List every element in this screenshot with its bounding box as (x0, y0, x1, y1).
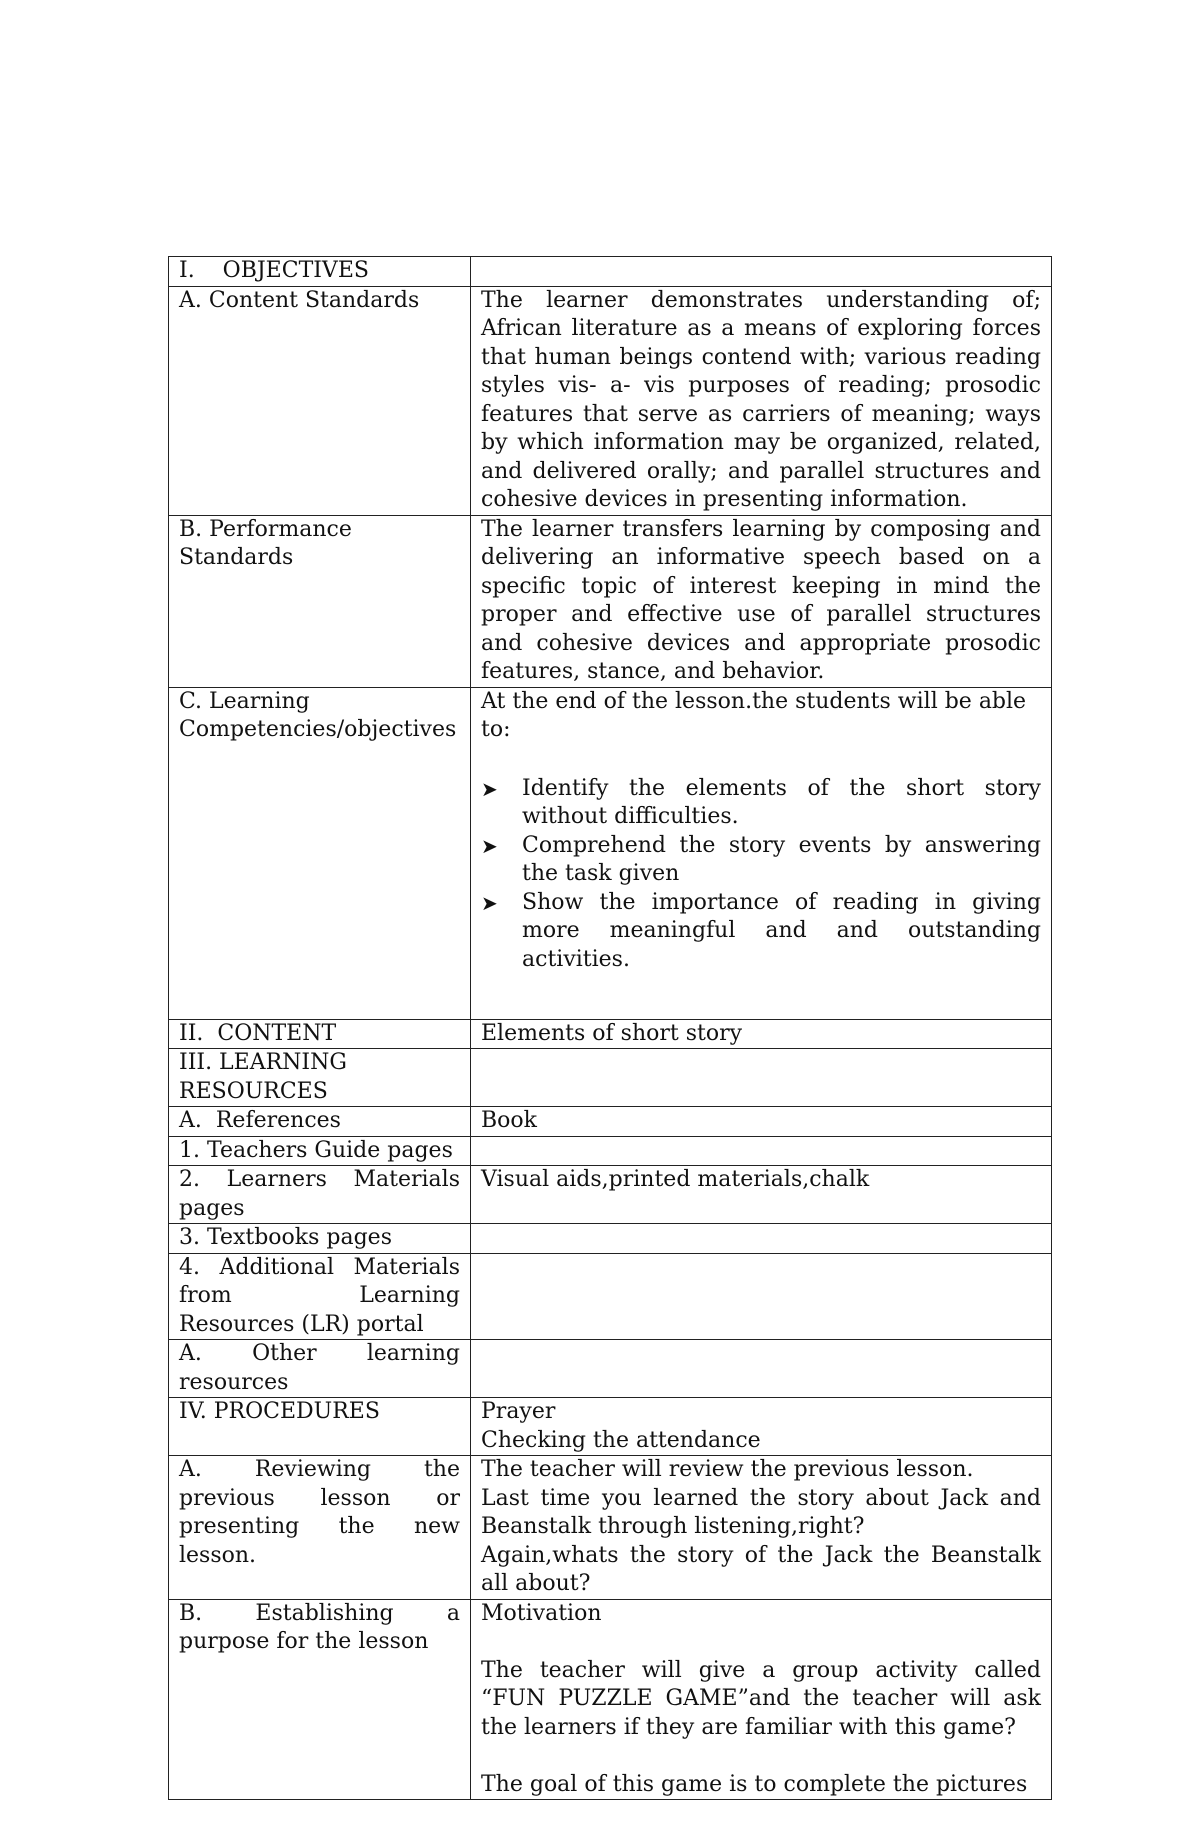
arrowhead-bullet-icon: ➤ (481, 833, 498, 858)
learning-competencies-row (169, 687, 1052, 1019)
content-row (169, 1019, 1052, 1049)
textbooks-label: 3. Textbooks pages (169, 1224, 471, 1254)
procedures-row (169, 1398, 1052, 1456)
performance-standards-text: The learner transfers learning by composing and delivering an informative speech based on a specific topic of interest keeping in mind the proper and effective use of parallel structures and cohesive devices and appropriate prosodic features, stance, and behavior. (471, 515, 1052, 687)
reviewing-line: The teacher will review the previous lesson. (481, 1457, 974, 1482)
competency-list (481, 775, 1041, 975)
reviewing-row (169, 1456, 1052, 1600)
learning-resources-row (169, 1049, 1052, 1107)
lesson-plan-table (168, 256, 1052, 1800)
establishing-label: B. Establishing a purpose for the lesson (169, 1599, 471, 1800)
objectives-heading: I. OBJECTIVES (169, 257, 471, 287)
performance-standards-label: B. Performance Standards (169, 515, 471, 687)
learning-competencies-intro: At the end of the lesson.the students will be able to: (481, 688, 1027, 742)
motivation-paragraph: The teacher will give a group activity called “FUN PUZZLE GAME”and the teacher will ask the learners if they are familiar with this game? (481, 1657, 1041, 1740)
learning-competencies-label: C. Learning Competencies/objectives (169, 687, 471, 1019)
teachers-guide-label: 1. Teachers Guide pages (169, 1136, 471, 1166)
references-value: Book (471, 1107, 1052, 1137)
establishing-row (169, 1599, 1052, 1800)
additional-materials-label: 4. Additional Materials from Learning Resources (LR) portal (169, 1253, 471, 1340)
textbooks-value (471, 1224, 1052, 1254)
arrowhead-bullet-icon: ➤ (481, 890, 498, 915)
reviewing-line: Last time you learned the story about Jack and Beanstalk through listening,right? (481, 1485, 1041, 1539)
learners-materials-value: Visual aids,printed materials,chalk (471, 1166, 1052, 1224)
opening-line: Prayer (481, 1399, 556, 1424)
competency-item: ➤ Identify the elements of the short story without difficulties. (481, 775, 1041, 829)
reviewing-line: Again,whats the story of the Jack the Beanstalk all about? (481, 1542, 1041, 1596)
textbooks-row (169, 1224, 1052, 1254)
content-standards-label: A. Content Standards (169, 286, 471, 515)
learning-resources-heading: III. LEARNING RESOURCES (169, 1049, 471, 1107)
motivation-paragraph: The goal of this game is to complete the pictures (481, 1771, 1028, 1797)
arrowhead-bullet-icon: ➤ (481, 776, 498, 801)
additional-materials-row (169, 1253, 1052, 1340)
references-label: A. References (169, 1107, 471, 1137)
competency-item: ➤ Show the importance of reading in giving more meaningful and and outstanding activities. (481, 889, 1041, 972)
content-standards-text: The learner demonstrates understanding of; African literature as a means of exploring forces that human beings contend with; various reading styles vis- a- vis purposes of reading; prosodic features that serve as carriers of meaning; ways by which information may be organized, related, and delivered orally; and parallel structures and cohesive devices in presenting information. (471, 286, 1052, 515)
opening-line: Checking the attendance (481, 1427, 761, 1453)
reviewing-label: A. Reviewing the previous lesson or presenting the new lesson. (169, 1456, 471, 1600)
motivation-title: Motivation (481, 1600, 602, 1626)
references-row (169, 1107, 1052, 1137)
learning-competencies-cell (471, 687, 1052, 1019)
reviewing-text (471, 1456, 1052, 1600)
learners-materials-row (169, 1166, 1052, 1224)
learners-materials-label: 2. Learners Materials pages (169, 1166, 471, 1224)
other-resources-row (169, 1340, 1052, 1398)
procedures-opening (471, 1398, 1052, 1456)
other-resources-value (471, 1340, 1052, 1398)
content-heading: II. CONTENT (169, 1019, 471, 1049)
establishing-text (471, 1599, 1052, 1800)
competency-item: ➤ Comprehend the story events by answering the task given (481, 832, 1041, 886)
procedures-heading: IV. PROCEDURES (169, 1398, 471, 1456)
content-value: Elements of short story (471, 1019, 1052, 1049)
other-resources-label: A. Other learning resources (169, 1340, 471, 1398)
teachers-guide-row (169, 1136, 1052, 1166)
content-standards-row (169, 286, 1052, 515)
additional-materials-value (471, 1253, 1052, 1340)
teachers-guide-value (471, 1136, 1052, 1166)
objectives-row (169, 257, 1052, 287)
performance-standards-row (169, 515, 1052, 687)
